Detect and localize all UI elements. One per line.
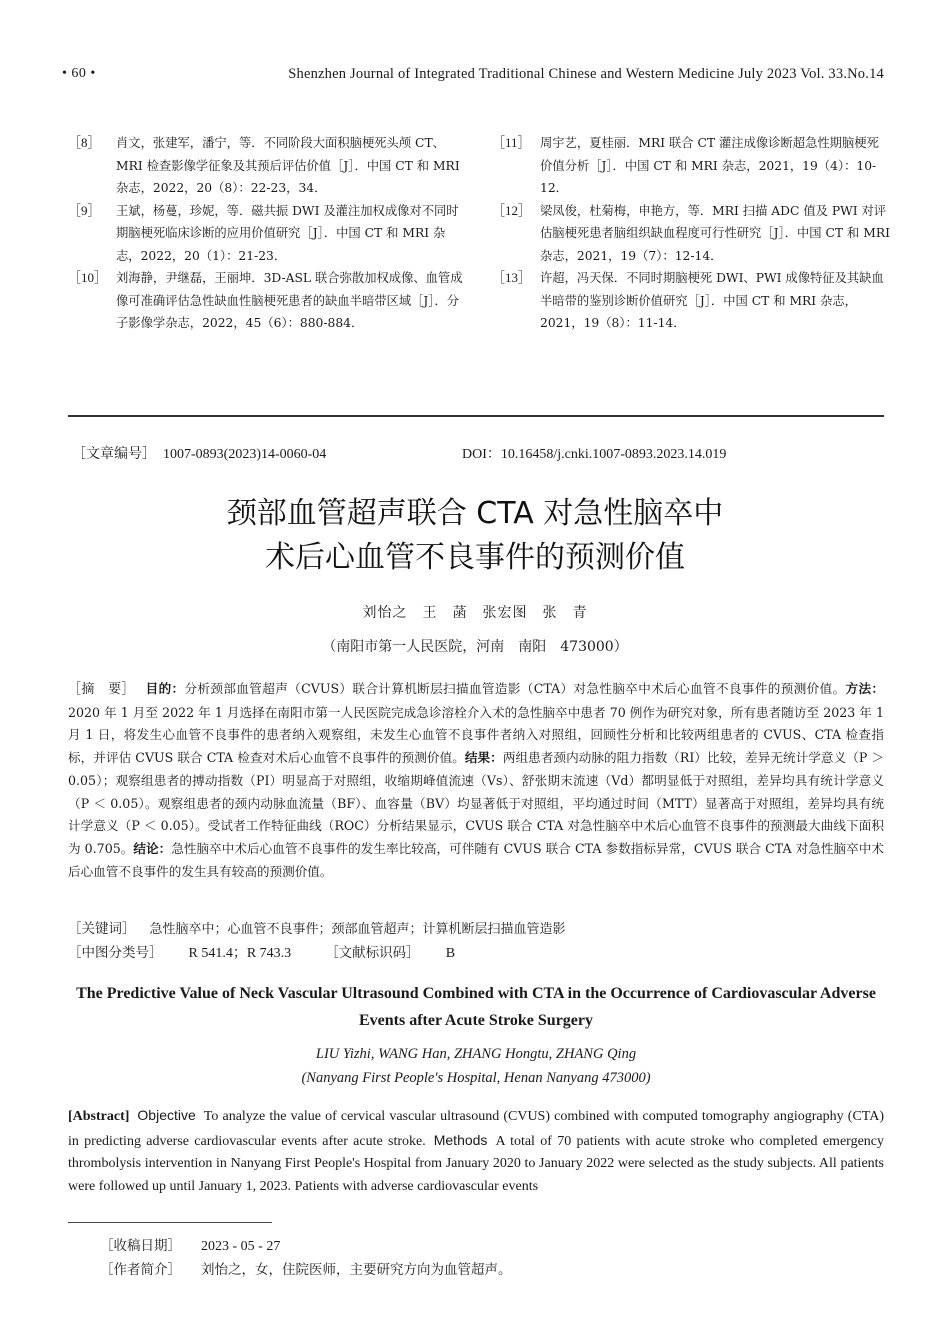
reference-number: ［10］ bbox=[68, 270, 108, 285]
running-header bbox=[62, 66, 884, 86]
reference-number: ［9］ bbox=[68, 202, 101, 218]
authors-cn: 刘怡之 王 菡 张宏图 张 青 bbox=[362, 605, 588, 621]
objective-en-text: To analyze the value of cervical vascular ultrasound (CVUS) combined with computed tomography angiography (CTA) in predicting adverse cardiovascular events after acute stroke. bbox=[68, 1109, 884, 1149]
objective-label: 目的： bbox=[145, 681, 185, 696]
received-label: ［收稿日期］ bbox=[100, 1238, 181, 1254]
reference-item bbox=[492, 267, 890, 335]
article-meta bbox=[72, 443, 884, 465]
reference-list bbox=[68, 132, 890, 342]
reference-number: ［13］ bbox=[492, 270, 532, 285]
abstract-cn bbox=[68, 678, 884, 883]
doi: DOI：10.16458/j.cnki.1007-0893.2023.14.019 bbox=[462, 447, 727, 462]
title-line-1: 颈部血管超声联合 CTA 对急性脑卒中 bbox=[226, 496, 724, 531]
objective-en-label: Objective bbox=[137, 1107, 196, 1123]
conclusion-label: 结论： bbox=[133, 840, 172, 856]
reference-number: ［12］ bbox=[492, 202, 532, 218]
keywords-label: ［关键词］ bbox=[68, 921, 136, 937]
clc-value: R 541.4；R 743.3 bbox=[188, 946, 292, 961]
reference-text: 刘海静，尹继磊，王丽坤．3D-ASL 联合弥散加权成像、血管成像可准确评估急性缺血性脑梗死患者的缺血半暗带区域［J］．分子影像学杂志，2022，45（6）：880-884． bbox=[116, 271, 463, 330]
article-title-en: The Predictive Value of Neck Vascular Ultrasound Combined with CTA in the Occurrence of Cardiovascular Adverse Events after Acute Stroke Surgery bbox=[76, 985, 876, 1029]
journal-name: Shenzhen Journal of Integrated Traditional Chinese and Western Medicine July 2023 Vol. 33.No.14 bbox=[288, 66, 884, 82]
methods-en-label: Methods bbox=[433, 1131, 488, 1148]
reference-column-right bbox=[492, 132, 890, 335]
reference-text: 肖文，张建军，潘宁，等．不同阶段大面积脑梗死头颅 CT、MRI 检查影像学征象及其预后评估价值［J］．中国 CT 和 MRI 杂志，2022，20（8）：22-23，34． bbox=[116, 136, 460, 195]
clc-label: ［中图分类号］ bbox=[68, 945, 163, 961]
reference-number: ［8］ bbox=[68, 135, 101, 150]
abstract-label: ［摘 要］ bbox=[68, 682, 129, 697]
reference-column-left bbox=[68, 132, 466, 335]
reference-text: 王斌，杨蔓，珍妮，等．磁共振 DWI 及灌注加权成像对不同时期脑梗死临床诊断的应用价值研究［J］．中国 CT 和 MRI 杂志，2022，20（1）：21-23． bbox=[116, 203, 459, 263]
title-line-2: 术后心血管不良事件的预测价值 bbox=[265, 540, 685, 575]
reference-item bbox=[68, 132, 466, 200]
footnote-divider bbox=[68, 1222, 272, 1223]
reference-text: 梁凤俊，杜菊梅，申艳方，等．MRI 扫描 ADC 值及 PWI 对评估脑梗死患者脑组织缺血程度可行性研究［J］．中国 CT 和 MRI 杂志，2021，19（7）：12-14． bbox=[540, 203, 890, 263]
author-bio-text: 刘怡之，女，住院医师，主要研究方向为血管超声。 bbox=[201, 1262, 512, 1278]
author-bio bbox=[100, 1260, 800, 1280]
received-date bbox=[100, 1236, 800, 1257]
keywords bbox=[68, 918, 884, 941]
page-number: • 60 • bbox=[62, 66, 96, 81]
result-text: 两组患者颈内动脉的阻力指数（RI）比较，差异无统计学意义（P ＞ 0.05）；观察组患者的搏动指数（PI）明显高于对照组，收缩期峰值流速（Vs）、舒张期末流速（Vd）都明显低于对照组，差异均具有统计学意义（P ＜ 0.05）。观察组患者的颈内动脉血流量（BF）、血容量（BV）均显著低于对照组，平均通过时间（MTT）显著高于对照组，差异均具有统计学意义（P ＜ 0.05）。受试者工作特征曲线（ROC）分析结果显示，CVUS 联合 CTA 对急性脑卒中术后心血管不良事件的预测最大曲线下面积为 0.705。 bbox=[68, 750, 884, 856]
objective-text: 分析颈部血管超声（CVUS）联合计算机断层扫描血管造影（CTA）对急性脑卒中术后心血管不良事件的预测价值。 bbox=[184, 681, 846, 696]
reference-number: ［11］ bbox=[492, 135, 531, 150]
affiliation-en: (Nanyang First People's Hospital, Henan Nanyang 473000) bbox=[301, 1070, 651, 1086]
keywords-text: 急性脑卒中；心血管不良事件；颈部血管超声；计算机断层扫描血管造影 bbox=[149, 922, 566, 937]
methods-en-text: A total of 70 patients with acute stroke who completed emergency thrombolysis intervention in Nanyang First People's Hospital from January 2020 to January 2022 were selected as the study subjects. All patients were followed up until January 1, 2023. Patients with adverse cardiovascular events bbox=[68, 1133, 884, 1194]
reference-item bbox=[492, 200, 890, 268]
doc-code-label: ［文献标识码］ bbox=[325, 945, 420, 961]
author-bio-label: ［作者简介］ bbox=[100, 1262, 181, 1278]
article-title-cn bbox=[75, 492, 875, 580]
article-number: ［文章编号］ 1007-0893(2023)14-0060-04 bbox=[72, 447, 327, 462]
authors-en: LIU Yizhi, WANG Han, ZHANG Hongtu, ZHANG Qing bbox=[315, 1046, 637, 1062]
result-label: 结果： bbox=[464, 750, 503, 766]
reference-item bbox=[68, 200, 466, 268]
abstract-en-label: [Abstract] bbox=[68, 1109, 130, 1124]
reference-text: 周宇艺，夏桂丽．MRI 联合 CT 灌注成像诊断超急性期脑梗死价值分析［J］．中国 CT 和 MRI 杂志，2021，19（4）：10-12． bbox=[540, 136, 879, 195]
section-divider bbox=[68, 415, 884, 417]
classification bbox=[68, 942, 884, 965]
reference-item bbox=[492, 132, 890, 200]
reference-item bbox=[68, 267, 466, 335]
method-label: 方法： bbox=[845, 681, 885, 696]
method-text: 2020 年 1 月至 2022 年 1 月选择在南阳市第一人民医院完成急诊溶栓介入术的急性脑卒中患者 70 例作为研究对象，所有患者随访至 2023 年 1 月 1 日，将发生心血管不良事件的患者纳入观察组，未发生心血管不良事件者纳入对照组，回顾性分析和比较两组患者的 CVUS、CTA 检查指标，并评估 CVUS 联合 CTA 检查对术后心血管不良事件的预测价值。 bbox=[68, 704, 884, 766]
doc-code-value: B bbox=[445, 946, 456, 961]
conclusion-text: 急性脑卒中术后心血管不良事件的发生率比较高，可伴随有 CVUS 联合 CTA 参数指标异常，CVUS 联合 CTA 对急性脑卒中术后心血管不良事件的发生具有较高的预测价值。 bbox=[68, 840, 884, 879]
received-value: 2023 - 05 - 27 bbox=[201, 1239, 281, 1254]
affiliation-cn: （南阳市第一人民医院，河南 南阳 473000） bbox=[322, 639, 628, 655]
abstract-en bbox=[68, 1104, 884, 1198]
reference-text: 许超，冯天保．不同时期脑梗死 DWI、PWI 成像特征及其缺血半暗带的鉴别诊断价值研究［J］．中国 CT 和 MRI 杂志，2021，19（8）：11-14． bbox=[540, 271, 884, 330]
